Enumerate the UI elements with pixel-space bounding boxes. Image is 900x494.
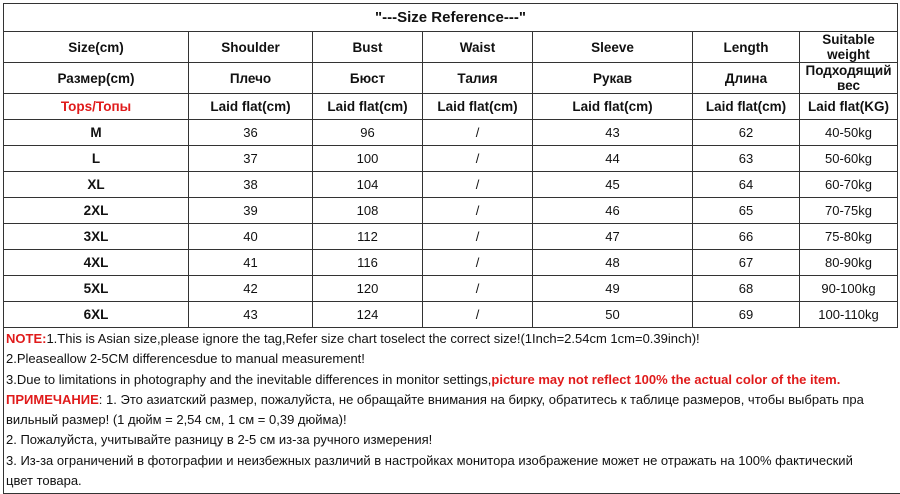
header-cell: Bust	[313, 32, 423, 63]
table-cell: 37	[189, 146, 313, 172]
table-cell: 67	[693, 250, 800, 276]
size-label-cell: L	[4, 146, 189, 172]
size-chart-sheet	[3, 3, 897, 494]
table-cell: 112	[313, 224, 423, 250]
table-cell: 65	[693, 198, 800, 224]
size-label-cell: 3XL	[4, 224, 189, 250]
table-cell: 104	[313, 172, 423, 198]
header-cell: Laid flat(cm)	[693, 94, 800, 120]
header-cell: Shoulder	[189, 32, 313, 63]
table-cell: 41	[189, 250, 313, 276]
table-cell: 38	[189, 172, 313, 198]
note-line-3	[6, 370, 898, 390]
table-row	[4, 224, 898, 250]
table-row	[4, 302, 898, 328]
size-label-cell: 6XL	[4, 302, 189, 328]
note-ru-line-3b: цвет товара.	[6, 473, 82, 489]
table-row	[4, 198, 898, 224]
header-cell: Laid flat(cm)	[189, 94, 313, 120]
header-cell: Размер(cm)	[4, 63, 189, 94]
table-cell: 60-70kg	[800, 172, 898, 198]
table-cell: 47	[533, 224, 693, 250]
note-text: 1.This is Asian size,please ignore the tag,Refer size chart toselect the correct size!(1Inch=2.54cm 1cm=0.39inch)!	[46, 331, 700, 346]
notes-section	[3, 328, 900, 494]
header-row-en	[4, 32, 898, 63]
table-cell: 50	[533, 302, 693, 328]
header-cell: Талия	[423, 63, 533, 94]
table-cell: 39	[189, 198, 313, 224]
table-cell: 40	[189, 224, 313, 250]
table-cell: 120	[313, 276, 423, 302]
header-row-unit	[4, 94, 898, 120]
table-cell: 49	[533, 276, 693, 302]
table-cell: 100-110kg	[800, 302, 898, 328]
note-ru-line-2: 2. Пожалуйста, учитывайте разницу в 2-5 см из-за ручного измерения!	[6, 432, 433, 448]
header-cell: Laid flat(cm)	[423, 94, 533, 120]
table-cell: 66	[693, 224, 800, 250]
header-cell: Sleeve	[533, 32, 693, 63]
header-cell: Плечо	[189, 63, 313, 94]
table-cell: /	[423, 250, 533, 276]
table-cell: 44	[533, 146, 693, 172]
color-warning: picture may not reflect 100% the actual color of the item.	[491, 371, 841, 387]
header-cell: Бюст	[313, 63, 423, 94]
header-cell: Size(cm)	[4, 32, 189, 63]
table-cell: 90-100kg	[800, 276, 898, 302]
table-cell: 70-75kg	[800, 198, 898, 224]
size-label-cell: M	[4, 120, 189, 146]
table-cell: 69	[693, 302, 800, 328]
table-cell: /	[423, 224, 533, 250]
table-row	[4, 276, 898, 302]
table-row	[4, 172, 898, 198]
header-cell: Suitable weight	[800, 32, 898, 63]
note-label: NOTE:	[6, 331, 47, 346]
size-rows	[4, 120, 898, 328]
size-label-cell: 5XL	[4, 276, 189, 302]
header-cell: Laid flat(KG)	[800, 94, 898, 120]
table-cell: 48	[533, 250, 693, 276]
header-cell: Подходящий вес	[800, 63, 898, 94]
table-cell: 63	[693, 146, 800, 172]
table-cell: 64	[693, 172, 800, 198]
table-cell: 124	[313, 302, 423, 328]
table-cell: 43	[533, 120, 693, 146]
header-cell: Length	[693, 32, 800, 63]
note-line-1	[6, 329, 898, 349]
size-label-cell: 2XL	[4, 198, 189, 224]
size-label-cell: 4XL	[4, 250, 189, 276]
table-cell: /	[423, 172, 533, 198]
table-cell: 62	[693, 120, 800, 146]
header-cell: Laid flat(cm)	[313, 94, 423, 120]
note-text: : 1. Это азиатский размер, пожалуйста, не обращайте внимания на бирку, обратитесь к таблице размеров, чтобы выбрать пра	[98, 391, 864, 407]
table-cell: 108	[313, 198, 423, 224]
table-cell: 50-60kg	[800, 146, 898, 172]
table-cell: 40-50kg	[800, 120, 898, 146]
table-row	[4, 120, 898, 146]
table-row	[4, 146, 898, 172]
note-ru-line-3: 3. Из-за ограничений в фотографии и неизбежных различий в настройках монитора изображение может не отражать на 100% фактический	[6, 452, 853, 468]
note-text: 3.Due to limitations in photography and the inevitable differences in monitor settings,	[6, 371, 492, 387]
size-table	[3, 3, 898, 328]
table-cell: 68	[693, 276, 800, 302]
table-cell: /	[423, 276, 533, 302]
table-cell: 45	[533, 172, 693, 198]
table-cell: 42	[189, 276, 313, 302]
table-row	[4, 250, 898, 276]
table-cell: 116	[313, 250, 423, 276]
header-cell: Laid flat(cm)	[533, 94, 693, 120]
header-row-ru	[4, 63, 898, 94]
table-cell: 96	[313, 120, 423, 146]
note-ru-line-1	[6, 390, 898, 410]
table-cell: 75-80kg	[800, 224, 898, 250]
tops-label: Tops/Топы	[4, 94, 189, 120]
header-cell: Длина	[693, 63, 800, 94]
table-cell: /	[423, 146, 533, 172]
table-cell: 43	[189, 302, 313, 328]
table-cell: /	[423, 120, 533, 146]
header-cell: Waist	[423, 32, 533, 63]
note-ru-line-1b: вильный размер! (1 дюйм = 2,54 см, 1 см = 0,39 дюйма)!	[6, 412, 347, 428]
table-cell: 36	[189, 120, 313, 146]
table-cell: /	[423, 302, 533, 328]
note-line-2: 2.Pleaseallow 2-5CM differencesdue to manual measurement!	[6, 351, 365, 367]
table-title: "---Size Reference---"	[4, 4, 898, 32]
header-cell: Рукав	[533, 63, 693, 94]
size-label-cell: XL	[4, 172, 189, 198]
table-cell: 80-90kg	[800, 250, 898, 276]
table-cell: 46	[533, 198, 693, 224]
table-cell: /	[423, 198, 533, 224]
note-ru-label: ПРИМЕЧАНИЕ	[6, 391, 99, 407]
table-cell: 100	[313, 146, 423, 172]
